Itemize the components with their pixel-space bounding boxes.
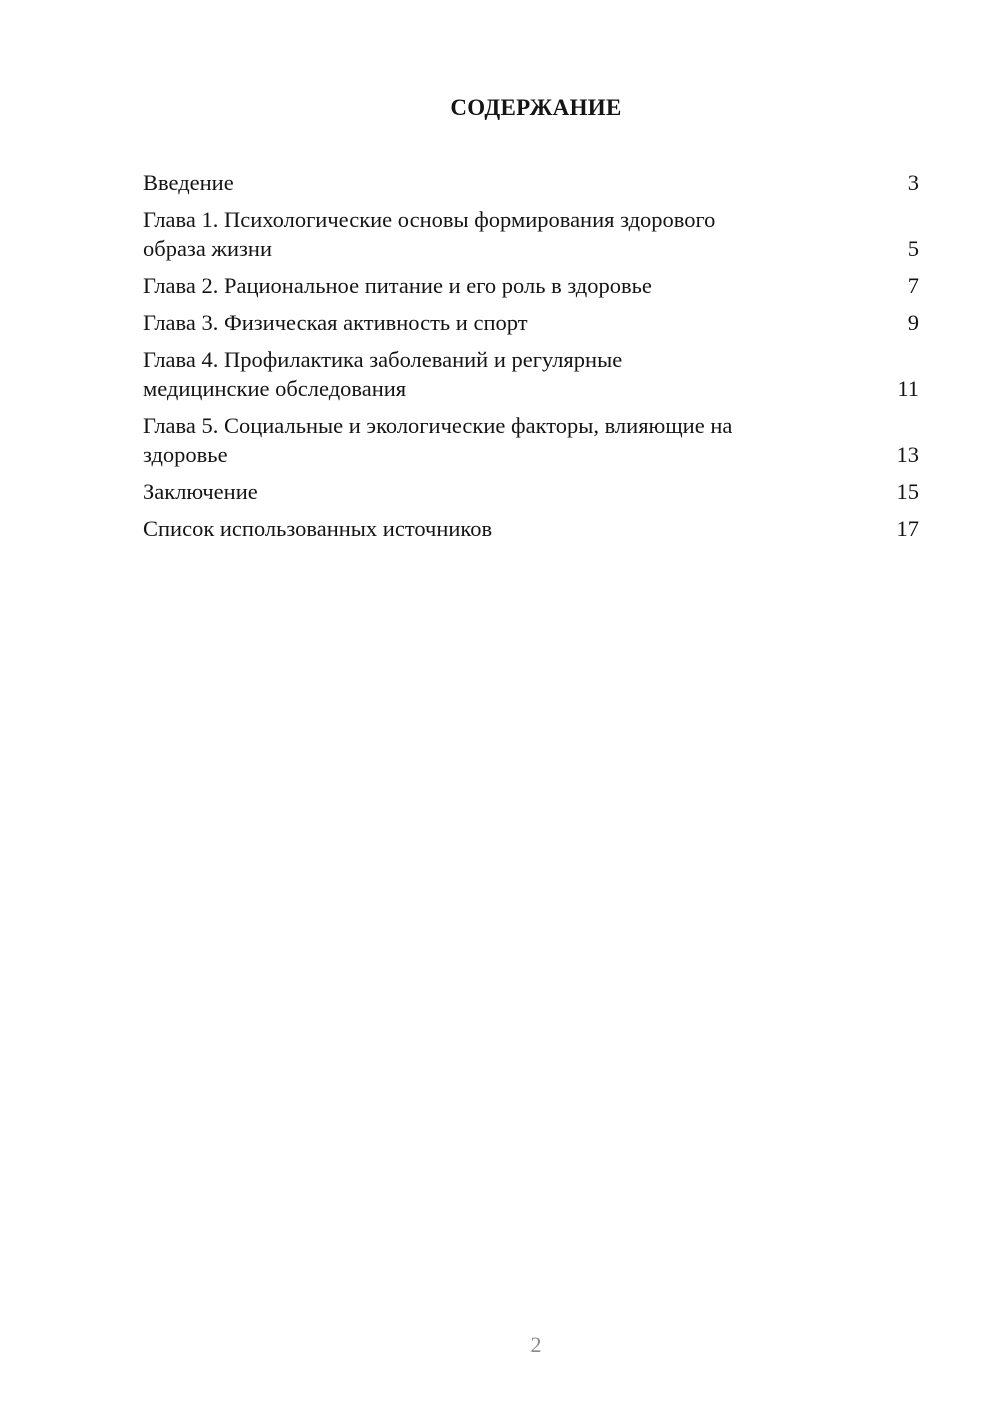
toc-entry-chapter-3 bbox=[143, 308, 919, 337]
toc-entry-chapter-1 bbox=[143, 205, 919, 263]
toc-entry-chapter-2 bbox=[143, 271, 919, 300]
toc-entry-page-number: 9 bbox=[907, 310, 919, 335]
toc-entry-label: Глава 4. Профилактика заболеваний и регулярные медицинские обследования bbox=[143, 347, 623, 401]
toc-entry-label: Глава 1. Психологические основы формирования здорового образа жизни bbox=[143, 207, 716, 261]
toc-entry-page-number: 15 bbox=[896, 479, 919, 504]
toc-entry-introduction bbox=[143, 168, 919, 197]
toc-entry-page-number: 11 bbox=[897, 376, 919, 401]
toc-entry-page-number: 3 bbox=[907, 170, 919, 195]
toc-entry-chapter-4 bbox=[143, 345, 919, 403]
toc-entry-label: Глава 2. Рациональное питание и его роль в здоровье bbox=[143, 273, 652, 298]
toc-entry-label: Глава 3. Физическая активность и спорт bbox=[143, 310, 528, 335]
toc-entry-label: Заключение bbox=[143, 479, 258, 504]
toc-entry-references bbox=[143, 514, 919, 543]
toc-entry-label: Введение bbox=[143, 170, 234, 195]
toc-entry-conclusion bbox=[143, 477, 919, 506]
toc-entry-label: Глава 5. Социальные и экологические факторы, влияющие на здоровье bbox=[143, 413, 733, 467]
toc-entry-page-number: 5 bbox=[907, 236, 919, 261]
toc-entry-page-number: 17 bbox=[896, 516, 919, 541]
toc-entry-chapter-5 bbox=[143, 411, 919, 469]
toc-entry-label: Список использованных источников bbox=[143, 516, 493, 541]
table-of-contents bbox=[143, 168, 919, 551]
toc-entry-page-number: 13 bbox=[896, 442, 919, 467]
page-number: 2 bbox=[530, 1332, 542, 1357]
toc-title: СОДЕРЖАНИЕ bbox=[450, 95, 622, 120]
toc-entry-page-number: 7 bbox=[907, 273, 919, 298]
